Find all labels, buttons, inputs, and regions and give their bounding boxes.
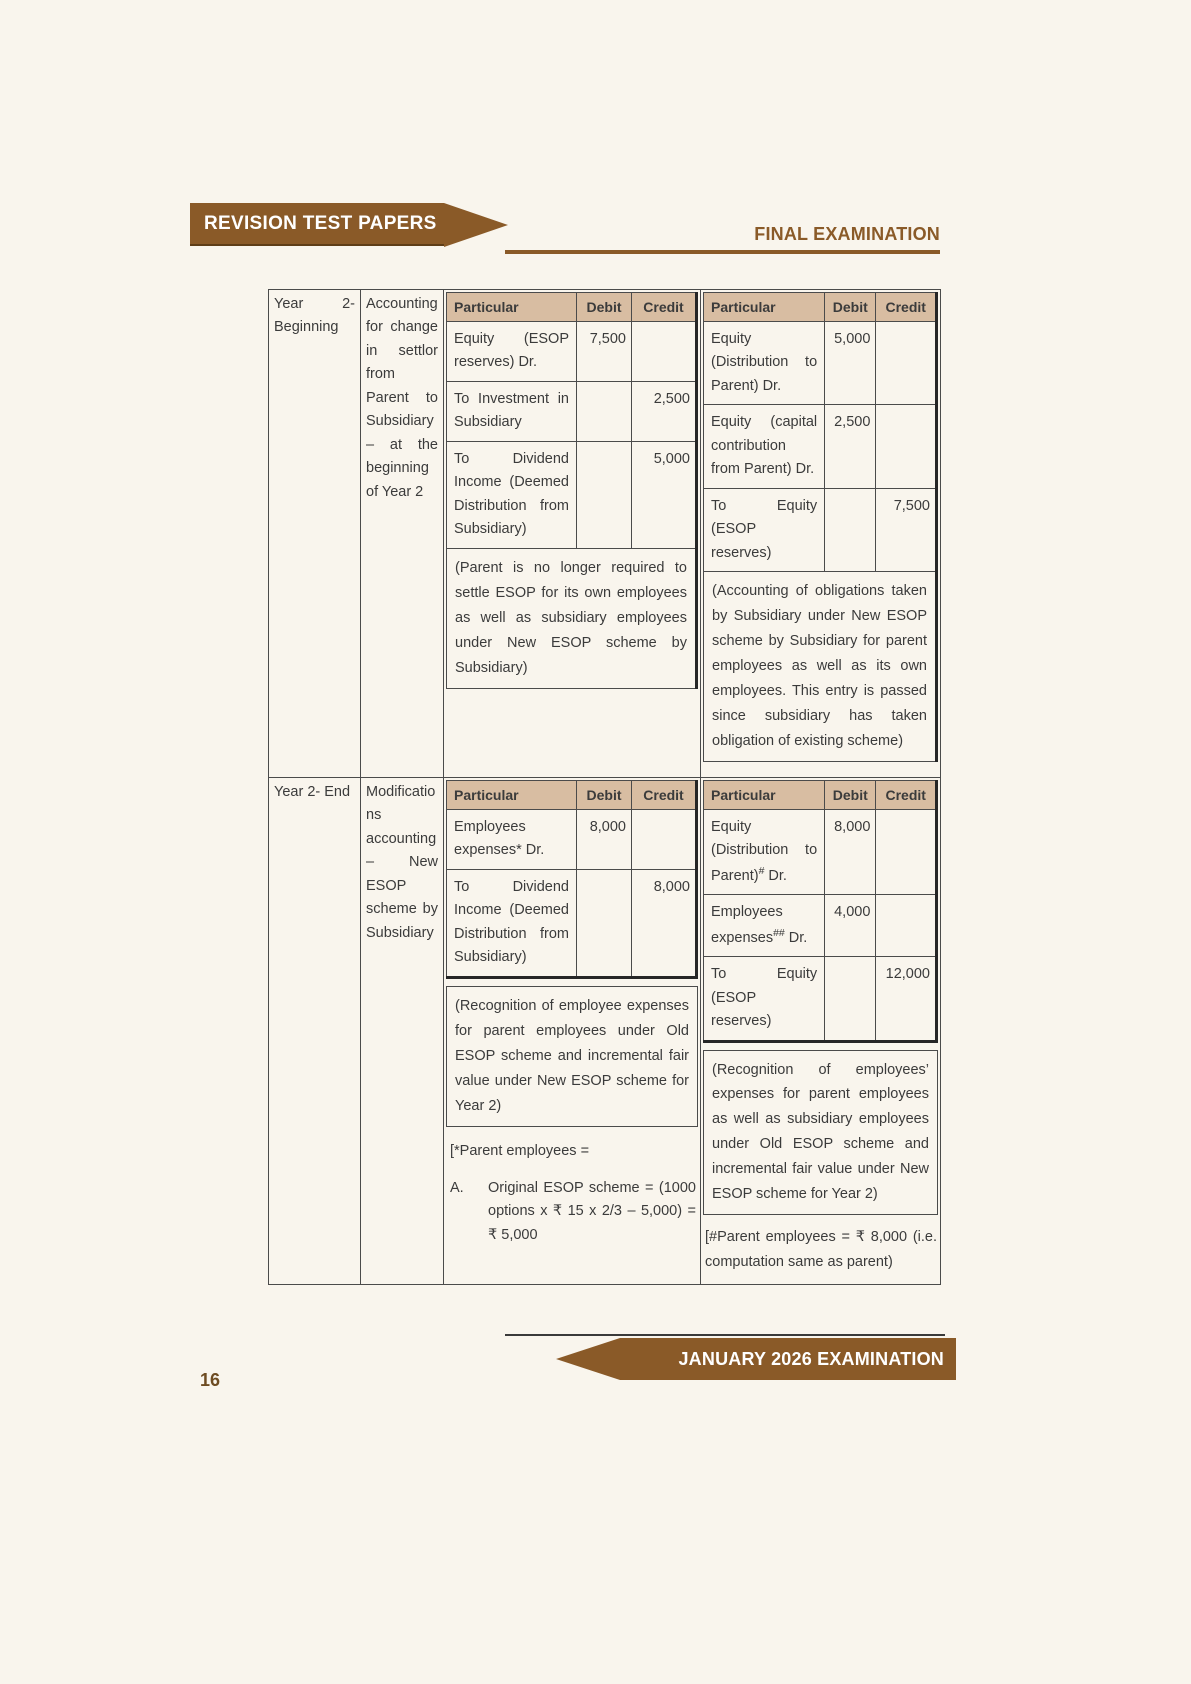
entry-credit xyxy=(876,810,937,895)
footnote-item-marker: A. xyxy=(450,1179,464,1196)
entry-particular-suffix: Dr. xyxy=(764,867,787,884)
journal-header-row xyxy=(704,293,937,322)
column-header-debit: Debit xyxy=(825,781,876,810)
entry-particular: To Equity (ESOP reserves) xyxy=(704,957,825,1041)
journal-entry-row xyxy=(704,322,937,405)
entry-particular: Equity (Distribution to Parent) Dr. xyxy=(704,322,825,405)
journal-entry-row xyxy=(704,957,937,1041)
journal-note: (Accounting of obligations taken by Subsidiary under New ESOP scheme by Subsidiary for parent employees as well as its own employees. This entry is passed since subsidiary has taken obligation of existing scheme) xyxy=(704,572,937,762)
column-header-particular: Particular xyxy=(447,293,577,322)
column-header-particular: Particular xyxy=(447,781,577,810)
header-banner-title: REVISION TEST PAPERS xyxy=(204,212,437,234)
entry-credit: 5,000 xyxy=(632,441,697,548)
subsidiary-journal-table xyxy=(703,292,938,762)
footnote-item xyxy=(450,1177,696,1247)
parent-journal-table xyxy=(446,292,698,689)
parent-books-cell xyxy=(444,778,701,1285)
parent-journal-table xyxy=(446,780,698,979)
entry-debit: 4,000 xyxy=(825,895,876,957)
entry-particular: To Dividend Income (Deemed Distribution from Subsidiary) xyxy=(447,441,577,548)
header-banner-arrow xyxy=(444,203,508,247)
entry-particular: To Dividend Income (Deemed Distribution from Subsidiary) xyxy=(447,869,577,977)
footer-rule xyxy=(505,1334,945,1336)
entry-particular: To Investment in Subsidiary xyxy=(447,381,577,441)
entry-debit xyxy=(577,441,632,548)
subsidiary-books-cell xyxy=(701,290,941,778)
journal-header-row xyxy=(447,293,697,322)
subsidiary-journal-table xyxy=(703,780,938,1043)
journal-entry-row xyxy=(447,441,697,548)
journal-entry-row xyxy=(704,488,937,571)
journal-entry-row xyxy=(447,381,697,441)
entry-credit xyxy=(876,322,937,405)
column-header-debit: Debit xyxy=(577,781,632,810)
entry-debit: 7,500 xyxy=(577,322,632,382)
entry-particular-suffix: Dr. xyxy=(784,929,808,946)
journal-note: (Recognition of employee expenses for parent employees under Old ESOP scheme and incremental fair value under New ESOP scheme for Year 2) xyxy=(446,986,698,1127)
journal-entry-row xyxy=(704,810,937,895)
header-rule xyxy=(505,250,940,254)
journal-note: (Parent is no longer required to settle ESOP for its own employees as well as subsidiary employees under New ESOP scheme by Subsidiary) xyxy=(447,548,697,688)
entry-debit xyxy=(577,869,632,977)
column-header-credit: Credit xyxy=(632,781,697,810)
column-header-debit: Debit xyxy=(825,293,876,322)
year-label-cell: Year 2- End xyxy=(269,778,361,1285)
journal-entry-row xyxy=(447,869,697,977)
subsidiary-books-cell xyxy=(701,778,941,1285)
description-cell: Modifications accounting – New ESOP scheme by Subsidiary xyxy=(361,778,444,1285)
entry-credit xyxy=(876,405,937,488)
exam-title: FINAL EXAMINATION xyxy=(754,224,940,244)
entry-debit: 8,000 xyxy=(577,810,632,870)
footer-banner-title: JANUARY 2026 EXAMINATION xyxy=(678,1348,944,1369)
entry-debit xyxy=(825,488,876,571)
entry-credit: 12,000 xyxy=(876,957,937,1041)
journal-header-row xyxy=(704,781,937,810)
column-header-particular: Particular xyxy=(704,293,825,322)
journal-entries-main-table xyxy=(268,289,941,1285)
entry-debit: 8,000 xyxy=(825,810,876,895)
entry-particular-text: Equity (Distribution to Parent) xyxy=(711,819,818,884)
entry-particular: Equity (ESOP reserves) Dr. xyxy=(447,322,577,382)
entry-particular: To Equity (ESOP reserves) xyxy=(704,488,825,571)
superscript-marker: # xyxy=(758,864,765,877)
journal-entry-row xyxy=(447,810,697,870)
entry-particular xyxy=(704,810,825,895)
parent-books-cell xyxy=(444,290,701,778)
column-header-particular: Particular xyxy=(704,781,825,810)
entry-debit xyxy=(577,381,632,441)
entry-credit xyxy=(876,895,937,957)
footnote: [#Parent employees = ₹ 8,000 (i.e. computation same as parent) xyxy=(705,1229,937,1270)
column-header-credit: Credit xyxy=(876,781,937,810)
table-row-year2-end xyxy=(269,778,941,1285)
entry-credit xyxy=(632,322,697,382)
footer-banner-arrow xyxy=(556,1338,620,1380)
description-cell: Accounting for change in settlor from Parent to Subsidiary – at the beginning of Year 2 xyxy=(361,290,444,778)
journal-entry-row xyxy=(704,405,937,488)
journal-entry-row xyxy=(447,322,697,382)
entry-particular-text: Employees expenses xyxy=(711,904,783,946)
column-header-debit: Debit xyxy=(577,293,632,322)
entry-particular: Employees expenses* Dr. xyxy=(447,810,577,870)
journal-note: (Recognition of employees’ expenses for parent employees as well as subsidiary employees under Old ESOP scheme and incremental fair value under New ESOP scheme for Year 2) xyxy=(703,1050,938,1216)
column-header-credit: Credit xyxy=(632,293,697,322)
entry-debit: 5,000 xyxy=(825,322,876,405)
entry-debit xyxy=(825,957,876,1041)
journal-note-row xyxy=(704,572,937,762)
footer-banner xyxy=(620,1338,956,1380)
footnote-intro: [*Parent employees = xyxy=(450,1142,590,1159)
footnote-item-text: Original ESOP scheme = (1000 options x ₹ 15 x 2/3 – 5,000) = ₹ 5,000 xyxy=(488,1179,696,1243)
entry-credit: 2,500 xyxy=(632,381,697,441)
year-label-cell: Year 2-Beginning xyxy=(269,290,361,778)
entry-credit xyxy=(632,810,697,870)
page-number: 16 xyxy=(200,1370,221,1390)
header-banner xyxy=(190,203,444,246)
table-row-year2-beginning xyxy=(269,290,941,778)
journal-header-row xyxy=(447,781,697,810)
entry-debit: 2,500 xyxy=(825,405,876,488)
journal-entry-row xyxy=(704,895,937,957)
journal-note-row xyxy=(447,548,697,688)
entry-credit: 8,000 xyxy=(632,869,697,977)
superscript-marker: ## xyxy=(773,926,785,939)
entry-particular xyxy=(704,895,825,957)
column-header-credit: Credit xyxy=(876,293,937,322)
entry-particular: Equity (capital contribution from Parent) Dr. xyxy=(704,405,825,488)
entry-credit: 7,500 xyxy=(876,488,937,571)
